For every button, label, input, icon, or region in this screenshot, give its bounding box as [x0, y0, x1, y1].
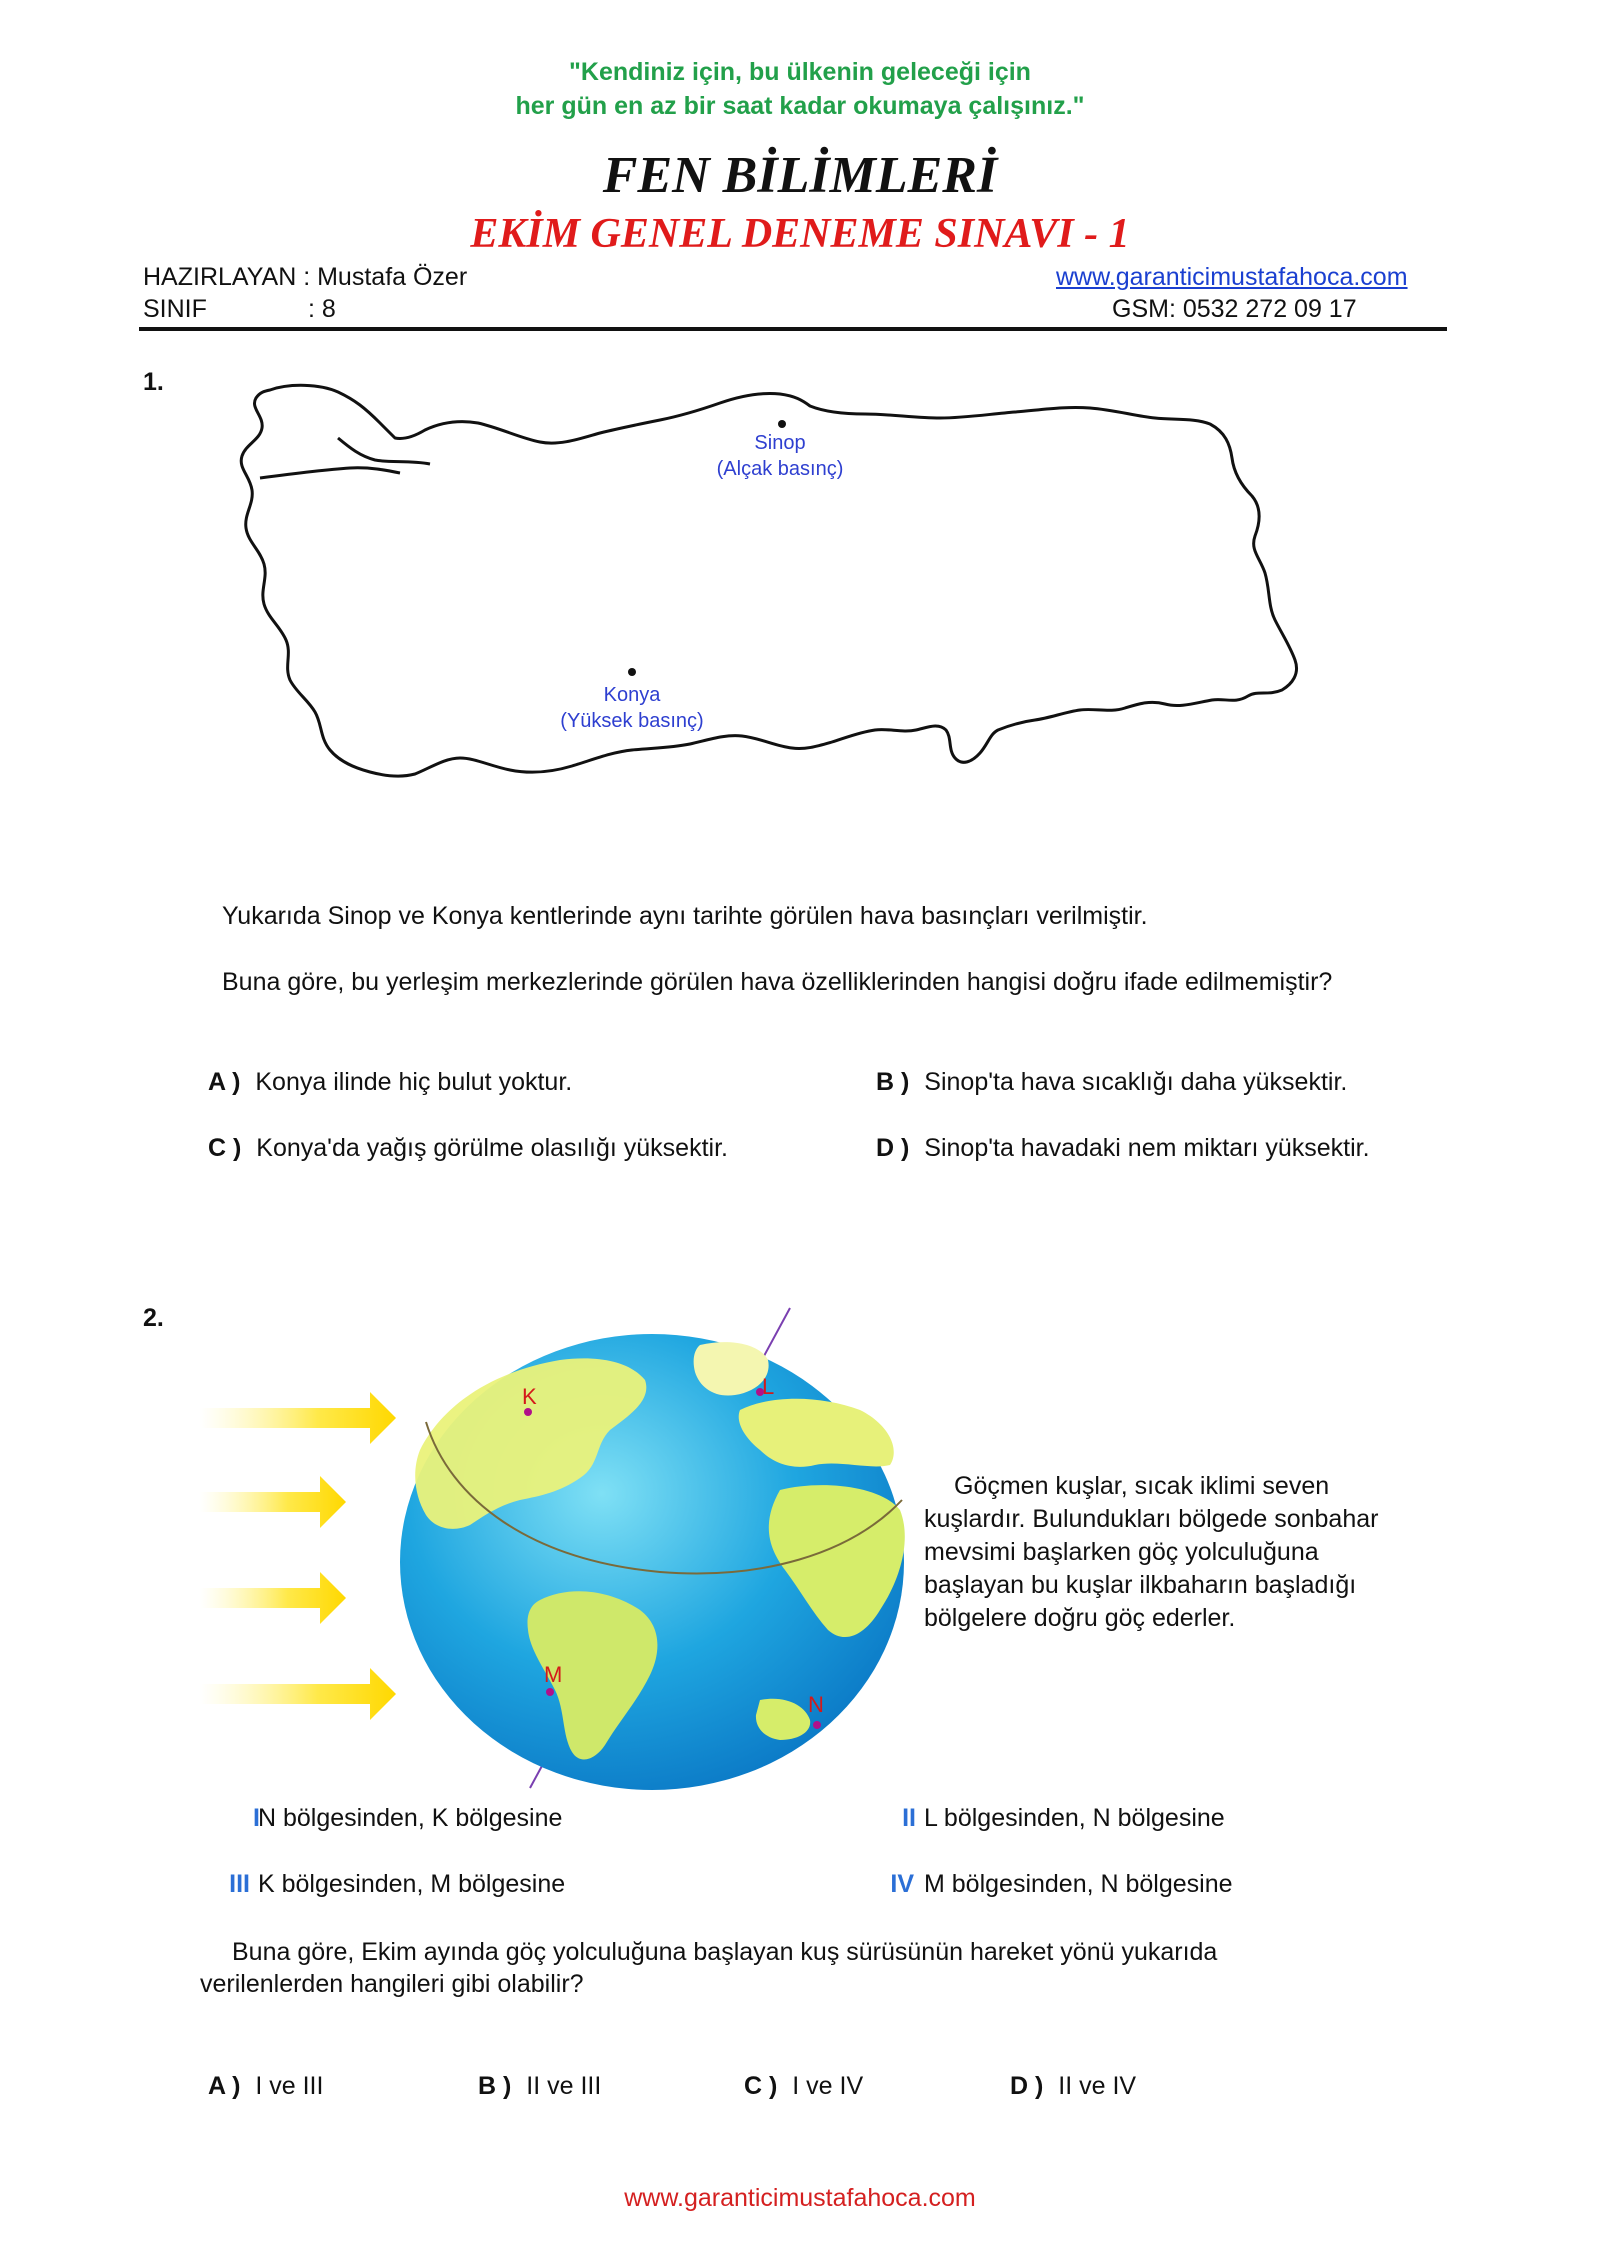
option-text: Konya'da yağış görülme olasılığı yüksektir.	[256, 1134, 728, 1162]
point-m-dot	[546, 1688, 554, 1696]
phone-number: GSM: 0532 272 09 17	[1112, 295, 1357, 323]
konya-dot	[628, 668, 636, 676]
option-text: Sinop'ta havadaki nem miktarı yüksektir.	[924, 1134, 1370, 1162]
q2-option-c[interactable]	[744, 2072, 863, 2101]
migration-info	[924, 1470, 1378, 1635]
q2-option-d[interactable]	[1010, 2072, 1136, 2101]
sunlight-arrow	[200, 1392, 396, 1444]
q2-option-b[interactable]	[478, 2072, 601, 2101]
statement-iv-number	[860, 1870, 914, 1899]
point-n-dot	[813, 1721, 821, 1729]
option-letter: B )	[478, 2072, 512, 2100]
question-2-number: 2.	[143, 1304, 164, 1332]
motto-line-1: "Kendiniz için, bu ülkenin geleceği için	[569, 58, 1031, 86]
statement-iii-text: K bölgesinden, M bölgesine	[258, 1870, 566, 1898]
question-1-number: 1.	[143, 368, 164, 396]
roman-numeral: I	[253, 1804, 260, 1832]
statement-iii-number	[200, 1870, 250, 1899]
sunlight-arrow	[200, 1572, 346, 1624]
sinop-label: Sinop	[754, 432, 806, 454]
marmara-coast	[260, 468, 400, 478]
question-1-text: Buna göre, bu yerleşim merkezlerinde görülen hava özelliklerinden hangisi doğru ifade edilmemiştir?	[222, 968, 1333, 996]
statement-ii-text: L bölgesinden, N bölgesine	[924, 1804, 1225, 1832]
konya-label: Konya	[603, 684, 661, 706]
sinop-pressure-label: (Alçak basınç)	[716, 458, 844, 480]
bosphorus-coast	[338, 438, 430, 464]
option-letter: C )	[208, 1134, 242, 1162]
point-m-label: M	[544, 1662, 563, 1687]
option-letter: B )	[876, 1068, 910, 1096]
info-line: kuşlardır. Bulundukları bölgede sonbahar	[924, 1505, 1379, 1533]
option-letter: A )	[208, 1068, 241, 1096]
q2-option-a[interactable]	[208, 2072, 323, 2101]
statement-i-number	[200, 1804, 260, 1833]
info-line: başlayan bu kuşlar ilkbaharın başladığı	[924, 1571, 1357, 1599]
sunlight-arrow	[200, 1668, 396, 1720]
konya-pressure-label: (Yüksek basınç)	[560, 710, 704, 732]
statement-i-text: N bölgesinden, K bölgesine	[258, 1804, 563, 1832]
footer-website[interactable]: www.garanticimustafahoca.com	[624, 2184, 976, 2212]
option-text: II ve III	[526, 2072, 602, 2100]
sinop-dot	[778, 420, 786, 428]
option-text: I ve IV	[792, 2072, 864, 2100]
roman-numeral: IV	[890, 1870, 914, 1898]
point-k-label: K	[522, 1384, 537, 1409]
motto-line-2: her gün en az bir saat kadar okumaya çalışınız."	[515, 92, 1085, 120]
sunlight-arrow	[200, 1476, 346, 1528]
q1-option-a[interactable]	[208, 1068, 572, 1097]
website-link[interactable]: www.garanticimustafahoca.com	[1056, 263, 1408, 291]
page-title: FEN BİLİMLERİ	[602, 147, 998, 204]
question-2-text-line-1: Buna göre, Ekim ayında göç yolculuğuna başlayan kuş sürüsünün hareket yönü yukarıda	[232, 1938, 1218, 1966]
sunlight-arrows	[200, 1392, 396, 1720]
q1-option-d[interactable]	[876, 1134, 1370, 1163]
header-divider	[139, 327, 1447, 331]
option-text: Konya ilinde hiç bulut yoktur.	[255, 1068, 573, 1096]
option-text: Sinop'ta hava sıcaklığı daha yüksektir.	[924, 1068, 1348, 1096]
statement-ii-number	[860, 1804, 916, 1833]
option-text: II ve IV	[1058, 2072, 1137, 2100]
class-value: : 8	[308, 295, 336, 323]
q1-option-c[interactable]	[208, 1134, 728, 1163]
question-2-text-line-2: verilenlerden hangileri gibi olabilir?	[200, 1970, 584, 1998]
statement-iv-text: M bölgesinden, N bölgesine	[924, 1870, 1233, 1898]
info-line: mevsimi başlarken göç yolculuğuna	[924, 1538, 1319, 1566]
option-text: I ve III	[255, 2072, 324, 2100]
prepared-by: HAZIRLAYAN : Mustafa Özer	[143, 263, 468, 291]
info-line: Göçmen kuşlar, sıcak iklimi seven	[954, 1472, 1330, 1500]
class-label: SINIF	[143, 295, 207, 323]
option-letter: D )	[1010, 2072, 1044, 2100]
point-l-label: L	[762, 1374, 775, 1399]
option-letter: A )	[208, 2072, 241, 2100]
option-letter: C )	[744, 2072, 778, 2100]
option-letter: D )	[876, 1134, 910, 1162]
q1-option-b[interactable]	[876, 1068, 1347, 1097]
point-n-label: N	[808, 1692, 824, 1717]
roman-numeral: II	[902, 1804, 916, 1832]
exam-subtitle: EKİM GENEL DENEME SINAVI - 1	[470, 211, 1130, 257]
question-1-intro: Yukarıda Sinop ve Konya kentlerinde aynı tarihte görülen hava basınçları verilmiştir.	[222, 902, 1148, 930]
roman-numeral: III	[229, 1870, 250, 1898]
info-line: bölgelere doğru göç ederler.	[924, 1604, 1236, 1632]
